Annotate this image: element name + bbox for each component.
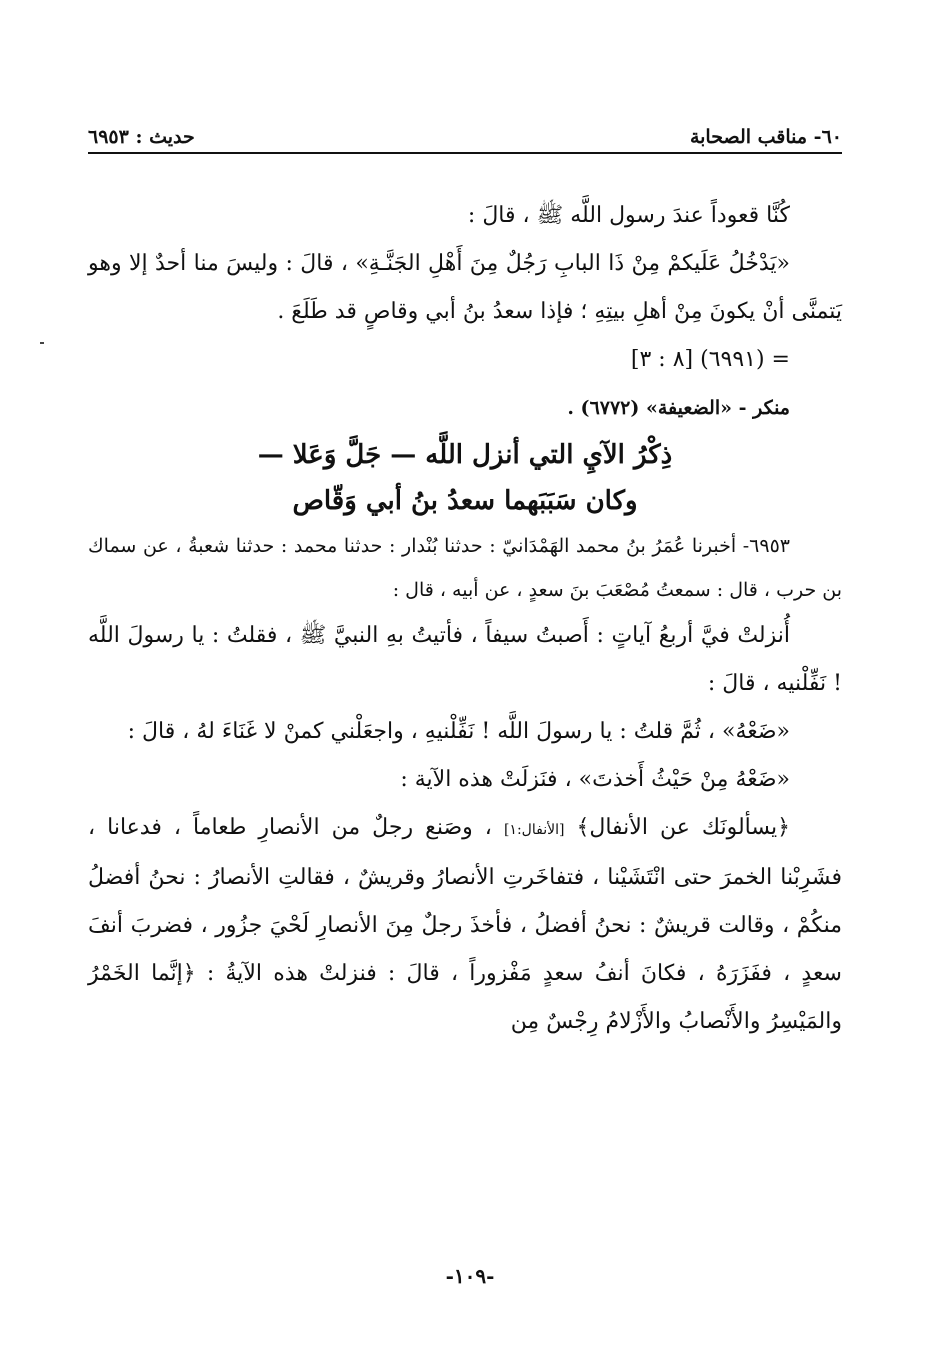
section-title-line-2: وكان سَبَبَهما سعدُ بنُ أبي وَقّاص [292, 486, 638, 516]
quran-verse: ﴿يسألونَك عن الأنفال﴾ [576, 815, 790, 840]
hadith-reference: حديث : ٦٩٥٣ [88, 126, 195, 148]
page-header [88, 112, 842, 148]
paragraph-request: «ضَعْهُ» ، ثُمَّ قلتُ : يا رسولَ اللَّه ! نَفِّلْنيهِ ، واجعَلْني كمنْ لا غَنَاءَ لهُ ، قالَ : [127, 719, 790, 744]
chapter-title: ٦٠- مناقب الصحابة [689, 126, 842, 148]
verse-citation: [الأنفال:١] [503, 822, 565, 838]
margin-mark [40, 342, 44, 344]
paragraph-anfal [88, 804, 842, 1046]
header-divider [88, 152, 842, 154]
paragraph-four-verses: أُنزلتْ فيَّ أربعُ آياتٍ : أَصبتُ سيفاً ، فأتيتُ بهِ النبيَّ ﷺ ، فقلتُ : يا رسولَ اللَّه ! نَفِّلْنيه ، قالَ : [88, 623, 842, 696]
page-content [88, 192, 842, 1046]
paragraph-narration: كُنَّا قعوداً عندَ رسول اللَّه ﷺ ، قالَ : [467, 203, 790, 228]
paragraph-hadith-text: «يَدْخُلُ عَلَيكمْ مِنْ ذَا البابِ رَجُلٌ مِنَ أَهْلِ الجَنَّـةِ» ، قالَ : وليسَ منا أحدٌ إلا وهو يَتمنَّى أنْ يكونَ مِنْ أهلِ بيتِهِ ؛ فإذا سعدُ بنُ أبي وقاصٍ قد طَلَعَ . [88, 251, 842, 324]
paragraph-continuation: ، وصَنع رجلٌ من الأنصارِ طعاماً ، فدعانا ، فشَرِبْنا الخمرَ حتى انْتَشَيْنا ، فتفاخَرتِ الأنصارُ وقريشٌ ، فقالتِ الأنصارُ : نحنُ أفضلُ منكُمْ ، وقالت قريشٌ : نحنُ أفضلُ ، فأخذَ رجلٌ مِنَ الأنصارِ لَحْيَ جزُور ، فضربَ أنفَ سعدٍ ، ففَزَرَهُ ، فكانَ أنفُ سعدٍ مَفْزوراً ، قالَ : فنزلتْ هذه الآيةُ : ﴿إنَّما الخَمْرُ والمَيْسِرُ والأَنْصابُ والأَزْلامُ رِجْسٌ مِن [88, 815, 842, 1034]
paragraph-revelation: «ضَعْهُ مِنْ حَيْثُ أَخذتَ» ، فنَزلَتْ هذه الآية : [400, 767, 790, 792]
cross-reference: = (٦٩٩١) [٨ : ٣] [630, 347, 790, 372]
grading-note: منكر - «الضعيفة» (٦٧٧٢) . [567, 397, 790, 419]
page-number: -١٠٩- [445, 1264, 495, 1288]
section-title-line-1: ذِكْرُ الآيِ التي أنزل اللَّه — جَلَّ وَعَلا — [257, 440, 673, 470]
hadith-chain: ٦٩٥٣- أخبرنا عُمَرُ بنُ محمد الهَمْدَانيّ : حدثنا بُنْدار : حدثنا محمد : حدثنا شعبةُ ، عن سماك بن حرب ، قال : سمعتُ مُصْعَبَ بنَ سعدٍ ، عن أبيه ، قال : [88, 535, 842, 601]
